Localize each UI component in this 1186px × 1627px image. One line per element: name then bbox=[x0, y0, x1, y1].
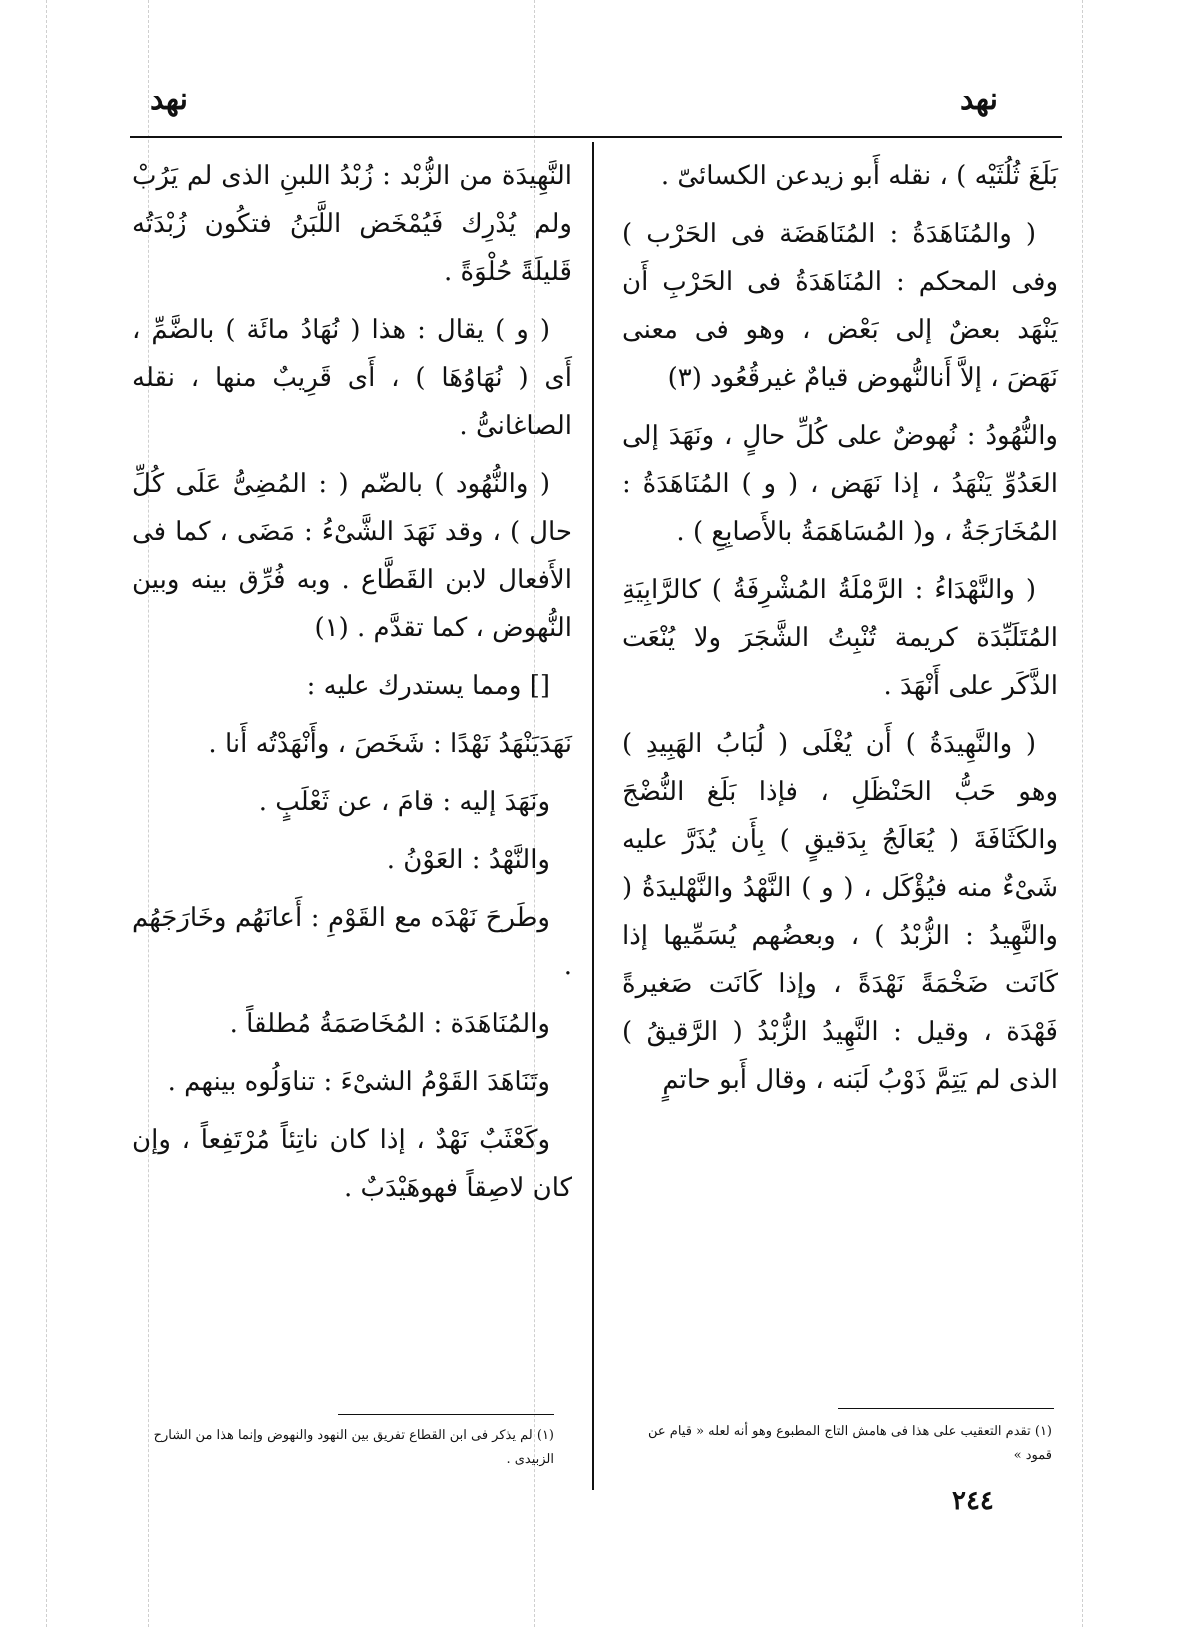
paragraph: ( والمُنَاهَدَةُ : المُنَاهَضَة فى الحَرْب ) وفى المحكم : المُنَاهَدَةُ فى الحَرْبِ أَن يَنْهَد بعضٌ إلى بَعْض ، وهو فى معنى نَهَضَ ، إلاَّ أَنالنُّهوض قيامٌ غيرقُعُود (٣) bbox=[622, 219, 1058, 393]
header-word-right: نهد bbox=[960, 82, 998, 117]
paragraph: والنَّهْدُ : العَوْنُ . bbox=[386, 845, 550, 875]
column-divider bbox=[592, 142, 594, 1490]
right-column bbox=[622, 152, 1058, 1114]
footnote-right: (١) تقدم التعقيب على هذا فى هامش التاج المطبوع وهو أنه لعله « قيام عن قمود » bbox=[648, 1424, 1052, 1463]
paragraph: والنُّهُودُ : نُهوضٌ على كُلِّ حالٍ ، ونَهَدَ إلى العَدُوِّ يَنْهَدُ ، إذا نَهَض ، ( و ) المُنَاهَدَةُ : المُخَارَجَةُ ، و( المُسَاهَمَةُ بالأَصابِعِ ) . bbox=[622, 421, 1058, 547]
footnote-left: (١) لم يذكر فى ابن القطاع تفريق بين النهود والنهوض وإنما هذا من الشارح الزبيدى . bbox=[153, 1428, 554, 1467]
paragraph: ( و ) يقال : هذا ( نُهَادُ مائَة ) بالضَّمِّ ، أَى ( نُهَاوُهَا ) ، أَى قَرِيبٌ منها ، نقله الصاغانىُّ . bbox=[132, 315, 572, 441]
paragraph: [] ومما يستدرك عليه : bbox=[306, 671, 550, 701]
paragraph: ونَهَدَ إليه : قامَ ، عن ثَعْلَبٍ . bbox=[258, 787, 550, 817]
page-number: ٢٤٤ bbox=[952, 1486, 994, 1516]
left-column bbox=[132, 152, 572, 1222]
scan-guide-line bbox=[1082, 0, 1083, 1627]
footnote-rule bbox=[338, 1414, 554, 1415]
paragraph: ( والنُّهُود ) بالضّم ( : المُضِىُّ عَلَى كُلِّ حال ) ، وقد نَهَدَ الشَّىْءُ : مَضَى ، كما فى الأَفعال لابن القَطَّاع . وبه فُرِّق بينه وبين النُّهوض ، كما تقدَّم . (١) bbox=[132, 469, 572, 643]
paragraph: نَهَدَيَنْهَدُ نَهْدًا : شَخَصَ ، وأَنْهَدْتُه أَنا . bbox=[208, 729, 572, 759]
header-word-left: نهد bbox=[150, 82, 188, 117]
paragraph: وتَنَاهَدَ القَوْمُ الشىْءَ : تناوَلُوه بينهم . bbox=[167, 1067, 550, 1097]
paragraph: النَّهِيدَة من الزُّبْد : زُبْدُ اللبنِ الذى لم يَرُبْ ولم يُدْرِك فَيُمْخَض اللَّبَنُ فتكُون زُبْدَتُه قَليلَةً حُلْوَةً . bbox=[132, 161, 572, 287]
scan-guide-line bbox=[46, 0, 47, 1627]
header-rule bbox=[130, 136, 1062, 138]
paragraph: بَلَغَ ثُلُثَيْه ) ، نقله أَبو زيدعن الكسائىّ . bbox=[660, 161, 1058, 191]
paragraph: ( والنَّهِيدَةُ ) أَن يُغْلَى ( لُبَابُ الهَبِيدِ ) وهو حَبُّ الحَنْظَلِ ، فإذا بَلَغ النُّضْجَ والكَثَافَةَ ( يُعَالَجُ بِدَقيقٍ ) بِأَن يُذَرَّ عليه شَىْءٌ منه فيُؤْكَل ، ( و ) النَّهْدُ والنَّهْليدَةُ ( والنَّهِيدُ : الزُّبْدُ ) ، وبعضُهم يُسَمِّيها إذا كَانَت ضَخْمَةً نَهْدَةً ، وإذا كَانَت صَغيرةً فَهْدَة ، وقيل : النَّهِيدُ الزُّبْدُ ( الرَّقيقُ ) الذى لم يَتِمَّ ذَوْبُ لَبَنه ، وقال أَبو حاتمٍ bbox=[622, 729, 1058, 1095]
paragraph: والمُنَاهَدَة : المُخَاصَمَةُ مُطلقاً . bbox=[229, 1009, 550, 1039]
paragraph: وطَرحَ نَهْدَه مع القَوْمِ : أَعانَهُم وخَارَجَهُم . bbox=[132, 903, 572, 981]
paragraph: وكَعْثَبٌ نَهْدٌ ، إذا كان ناتِئاً مُرْتَفِعاً ، وإن كان لاصِقاً فهوهَيْدَبٌ . bbox=[132, 1125, 572, 1203]
paragraph: ( والنَّهْدَاءُ : الرَّمْلَةُ المُشْرِفَةُ ) كالرَّابِيَةِ المُتَلَبِّدَة كريمة تُنْبِتُ الشَّجَرَ ولا يُنْعَت الذَّكَر على أَنْهَدَ . bbox=[622, 575, 1058, 701]
footnote-rule bbox=[838, 1408, 1054, 1409]
